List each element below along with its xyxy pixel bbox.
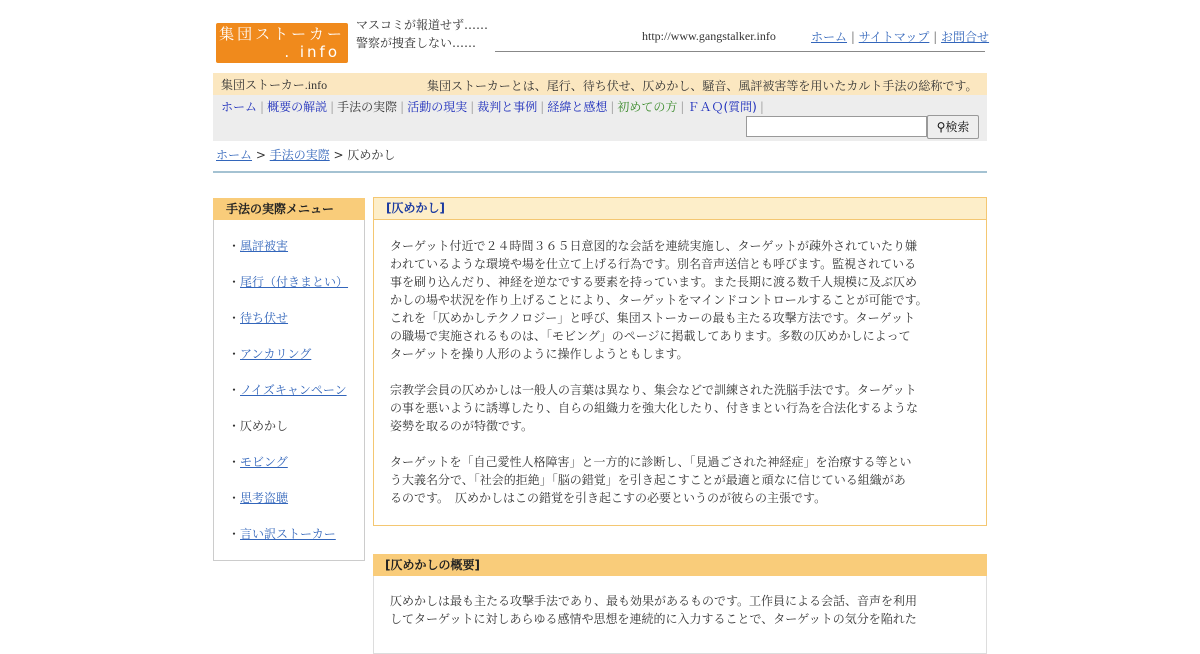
top-link-home[interactable]: ホーム bbox=[811, 30, 848, 44]
text-line: かしの場や状況を作り上げることにより、ターゲットをマインドコントロールすることが可能です。 bbox=[390, 293, 928, 307]
text-line: ターゲットを「自己愛性人格障害」と一方的に診断し、「見過ごされた神経症」を治療する等とい bbox=[390, 455, 912, 469]
nav-home[interactable]: ホーム bbox=[221, 100, 258, 114]
text-line: ターゲットを操り人形のように操作しようともします。 bbox=[390, 347, 689, 361]
nav-first-time[interactable]: 初めての方 bbox=[617, 100, 678, 114]
sidebar-link-thought[interactable]: 思考盗聴 bbox=[240, 491, 289, 505]
sidebar-current-label: 仄めかし bbox=[240, 419, 289, 433]
text-line: るのです。 仄めかしはこの錯覚を引き起こすの必要というのが彼らの主張です。 bbox=[390, 491, 827, 505]
sidebar-item: ・風評被害 bbox=[228, 239, 289, 253]
sidebar-item: ・言い訳ストーカー bbox=[228, 527, 336, 541]
breadcrumb-section[interactable]: 手法の実際 bbox=[269, 148, 330, 162]
text-line: 姿勢を取るのが特徴です。 bbox=[390, 419, 534, 433]
section1-paragraph2 bbox=[390, 381, 950, 435]
logo-text-line2: . info bbox=[284, 43, 340, 61]
sidebar-item-current: ・仄めかし bbox=[228, 419, 289, 433]
section-title: [仄めかし] bbox=[374, 198, 986, 220]
sidebar-item: ・思考盗聴 bbox=[228, 491, 289, 505]
main-nav: ホーム | 概要の解説 | 手法の実際 | 活動の現実 | 裁判と事例 | 経緯と感想 | 初めての方 | ＦＡＱ(質問) | bbox=[221, 100, 764, 114]
sidebar-title: 手法の実際メニュー bbox=[213, 198, 365, 220]
divider bbox=[213, 171, 987, 173]
nav-activities[interactable]: 活動の現実 bbox=[407, 100, 468, 114]
section2-paragraph1 bbox=[390, 592, 950, 628]
text-line: の職場で実施されるものは、「モビング」のページに掲載してあります。多数の仄めかしによって bbox=[390, 329, 911, 343]
section-title: [仄めかしの概要] bbox=[373, 554, 987, 576]
sidebar-link-machibuse[interactable]: 待ち伏せ bbox=[240, 311, 289, 325]
sidebar-link-excuse[interactable]: 言い訳ストーカー bbox=[240, 527, 336, 541]
logo-text-line1: 集団ストーカー bbox=[219, 25, 345, 43]
site-logo[interactable] bbox=[216, 23, 348, 63]
section1-paragraph3 bbox=[390, 453, 950, 507]
sidebar-item: ・尾行（付きまとい） bbox=[228, 275, 349, 289]
sidebar-link-noise[interactable]: ノイズキャンペーン bbox=[240, 383, 347, 397]
nav-methods-current[interactable]: 手法の実際 bbox=[337, 100, 398, 114]
sidebar-link-bikou[interactable]: 尾行（付きまとい） bbox=[240, 275, 349, 289]
text-line: 事を刷り込んだり、神経を逆なでする要素を持っています。また長期に渡る数千人規模に及ぶ仄め bbox=[390, 275, 918, 289]
sidebar-link-fuhyo[interactable]: 風評被害 bbox=[240, 239, 289, 253]
breadcrumb-home[interactable]: ホーム bbox=[216, 148, 253, 162]
search-button[interactable] bbox=[927, 115, 979, 139]
text-line: してターゲットに対しあらゆる感情や思想を連続的に入力することで、ターゲットの気分を陥れた bbox=[390, 612, 917, 626]
text-line: う大義名分で、「社会的拒絶」「脳の錯覚」を引き起こすことが最適と頑なに信じている組織があ bbox=[390, 473, 906, 487]
text-line: われているような環境や場を仕立て上げる行為です。別名音声送信とも呼びます。監視されている bbox=[390, 257, 917, 271]
nav-history[interactable]: 経緯と感想 bbox=[547, 100, 608, 114]
site-description: 集団ストーカーとは、尾行、待ち伏せ、仄めかし、騒音、風評被害等を用いたカルト手法の総称です。 bbox=[427, 79, 978, 93]
search-input[interactable] bbox=[746, 116, 927, 137]
nav-faq[interactable]: ＦＡＱ(質問) bbox=[687, 100, 757, 114]
text-line: の事を悪いように誘導したり、自らの組織力を強大化したり、付きまとい行為を合法化するような bbox=[390, 401, 919, 415]
nav-overview[interactable]: 概要の解説 bbox=[267, 100, 328, 114]
text-line: これを「仄めかしテクノロジー」と呼び、集団ストーカーの最も主たる攻撃方法です。ターゲット bbox=[390, 311, 916, 325]
search-button-label: 検索 bbox=[945, 120, 970, 134]
section1-paragraph1 bbox=[390, 237, 950, 363]
sidebar-item: ・ノイズキャンペーン bbox=[228, 383, 347, 397]
site-url: http://www.gangstalker.info bbox=[642, 29, 776, 43]
top-links: ホーム | サイトマップ | お問合せ bbox=[811, 30, 990, 44]
site-tagline: マスコミが報道せず…… 警察が捜査しない…… bbox=[356, 18, 501, 50]
text-line: ターゲット付近で２４時間３６５日意図的な会話を連続実施し、ターゲットが疎外されていたり嫌 bbox=[390, 239, 918, 253]
sidebar-item: ・待ち伏せ bbox=[228, 311, 289, 325]
top-link-sitemap[interactable]: サイトマップ bbox=[858, 30, 930, 44]
top-link-contact[interactable]: お問合せ bbox=[941, 30, 990, 44]
nav-cases[interactable]: 裁判と事例 bbox=[477, 100, 538, 114]
site-name: 集団ストーカー.info bbox=[221, 78, 328, 92]
breadcrumb: ホーム > 手法の実際 > 仄めかし bbox=[216, 148, 396, 162]
sidebar-link-mobbing[interactable]: モビング bbox=[240, 455, 288, 469]
magnifier-icon: ⚲ bbox=[936, 120, 946, 134]
text-line: 仄めかしは最も主たる攻撃手法であり、最も効果があるものです。工作員による会話、音声を利用 bbox=[390, 594, 918, 608]
breadcrumb-current: 仄めかし bbox=[347, 148, 396, 162]
sidebar-link-anchoring[interactable]: アンカリング bbox=[240, 347, 312, 361]
text-line: 宗教学会員の仄めかしは一般人の言葉は異なり、集会などで訓練された洗脳手法です。ターゲット bbox=[390, 383, 917, 397]
sidebar-item: ・アンカリング bbox=[228, 347, 312, 361]
sidebar-item: ・モビング bbox=[228, 455, 288, 469]
